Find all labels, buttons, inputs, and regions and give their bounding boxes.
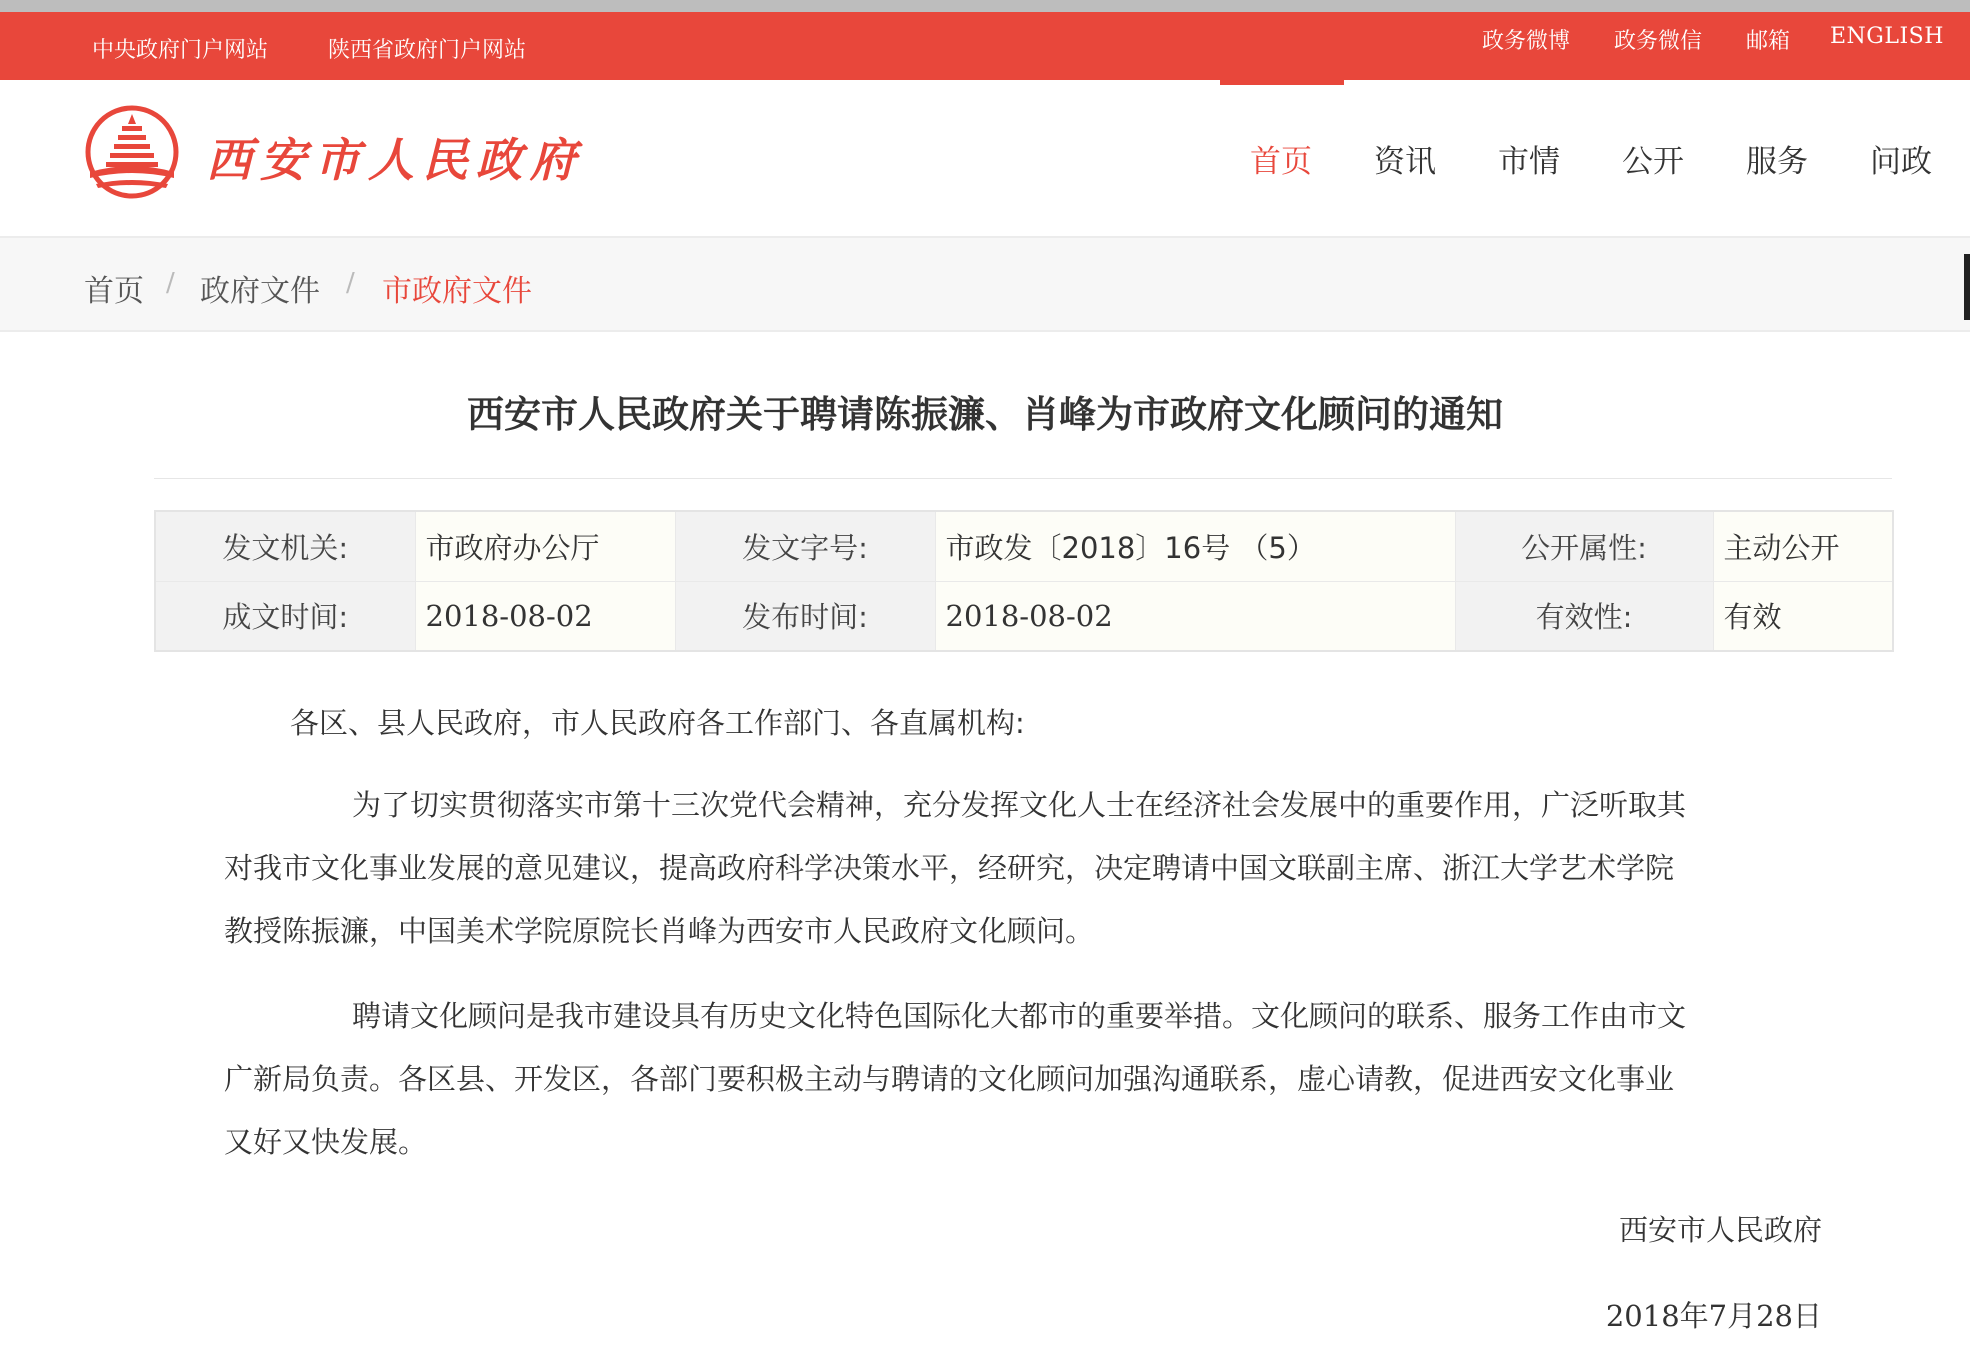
nav-disclosure[interactable]: 公开 — [1622, 144, 1684, 180]
browser-top-strip — [0, 0, 1970, 12]
validity-value: 有效 — [1713, 581, 1893, 651]
link-gov-weibo[interactable]: 政务微博 — [1482, 29, 1571, 54]
paragraph-line: 教授陈振濂，中国美术学院原院长肖峰为西安市人民政府文化顾问。 — [224, 914, 1095, 948]
site-logo-text[interactable]: 西安市人民政府 — [206, 133, 584, 187]
paragraph-1 — [224, 774, 1824, 963]
doc-number-value: 市政发〔2018〕16号 （5） — [935, 511, 1455, 581]
nav-active-indicator — [1220, 80, 1344, 85]
site-header — [0, 80, 1970, 236]
paragraph-line: 为了切实贯彻落实市第十三次党代会精神，充分发挥文化人士在经济社会发展中的重要作用，广泛听取其 — [352, 788, 1687, 822]
table-row — [155, 581, 1893, 651]
nav-inquiry[interactable]: 问政 — [1870, 144, 1932, 180]
issuer-value: 市政府办公厅 — [415, 511, 675, 581]
link-central-government-portal[interactable]: 中央政府门户网站 — [92, 38, 269, 63]
issuer-label: 发文机关: — [155, 511, 415, 581]
breadcrumb-gov-documents[interactable]: 政府文件 — [200, 274, 320, 309]
doc-number-label: 发文字号: — [675, 511, 935, 581]
paragraph-line: 又好又快发展。 — [224, 1125, 428, 1159]
scrollbar-marker[interactable] — [1964, 254, 1970, 320]
document-info-table — [154, 510, 1894, 652]
disclosure-value: 主动公开 — [1713, 511, 1893, 581]
nav-news[interactable]: 资讯 — [1374, 144, 1436, 180]
written-date-label: 成文时间: — [155, 581, 415, 651]
link-english[interactable]: ENGLISH — [1830, 24, 1944, 49]
published-date-value: 2018-08-02 — [935, 581, 1455, 651]
breadcrumb-separator: / — [166, 268, 175, 298]
nav-city-info[interactable]: 市情 — [1498, 144, 1560, 180]
pagoda-logo-icon[interactable] — [82, 102, 182, 202]
nav-services[interactable]: 服务 — [1746, 144, 1808, 180]
breadcrumb-home[interactable]: 首页 — [84, 274, 144, 309]
link-shaanxi-government-portal[interactable]: 陕西省政府门户网站 — [328, 38, 527, 63]
published-date-label: 发布时间: — [675, 581, 935, 651]
top-link-bar — [0, 12, 1970, 80]
signature: 西安市人民政府 — [1618, 1213, 1822, 1247]
disclosure-label: 公开属性: — [1455, 511, 1713, 581]
title-divider — [154, 478, 1892, 479]
paragraph-line: 广新局负责。各区县、开发区，各部门要积极主动与聘请的文化顾问加强沟通联系，虚心请教，促进西安文化事业 — [224, 1062, 1675, 1096]
paragraph-line: 聘请文化顾问是我市建设具有历史文化特色国际化大都市的重要举措。文化顾问的联系、服务工作由市文 — [352, 999, 1687, 1033]
paragraph-2 — [224, 985, 1824, 1174]
breadcrumb-city-gov-documents[interactable]: 市政府文件 — [382, 274, 532, 309]
signature-date: 2018年7月28日 — [1605, 1299, 1822, 1333]
link-mailbox[interactable]: 邮箱 — [1746, 29, 1791, 54]
written-date-value: 2018-08-02 — [415, 581, 675, 651]
breadcrumb-separator: / — [346, 268, 355, 298]
nav-home[interactable]: 首页 — [1250, 144, 1312, 180]
article-title: 西安市人民政府关于聘请陈振濂、肖峰为市政府文化顾问的通知 — [467, 393, 1503, 436]
link-gov-wechat[interactable]: 政务微信 — [1614, 29, 1703, 54]
paragraph-line: 对我市文化事业发展的意见建议，提高政府科学决策水平，经研究，决定聘请中国文联副主席、浙江大学艺术学院 — [224, 851, 1675, 885]
validity-label: 有效性: — [1455, 581, 1713, 651]
table-row — [155, 511, 1893, 581]
salutation: 各区、县人民政府，市人民政府各工作部门、各直属机构: — [290, 706, 1025, 740]
breadcrumb — [0, 236, 1970, 332]
